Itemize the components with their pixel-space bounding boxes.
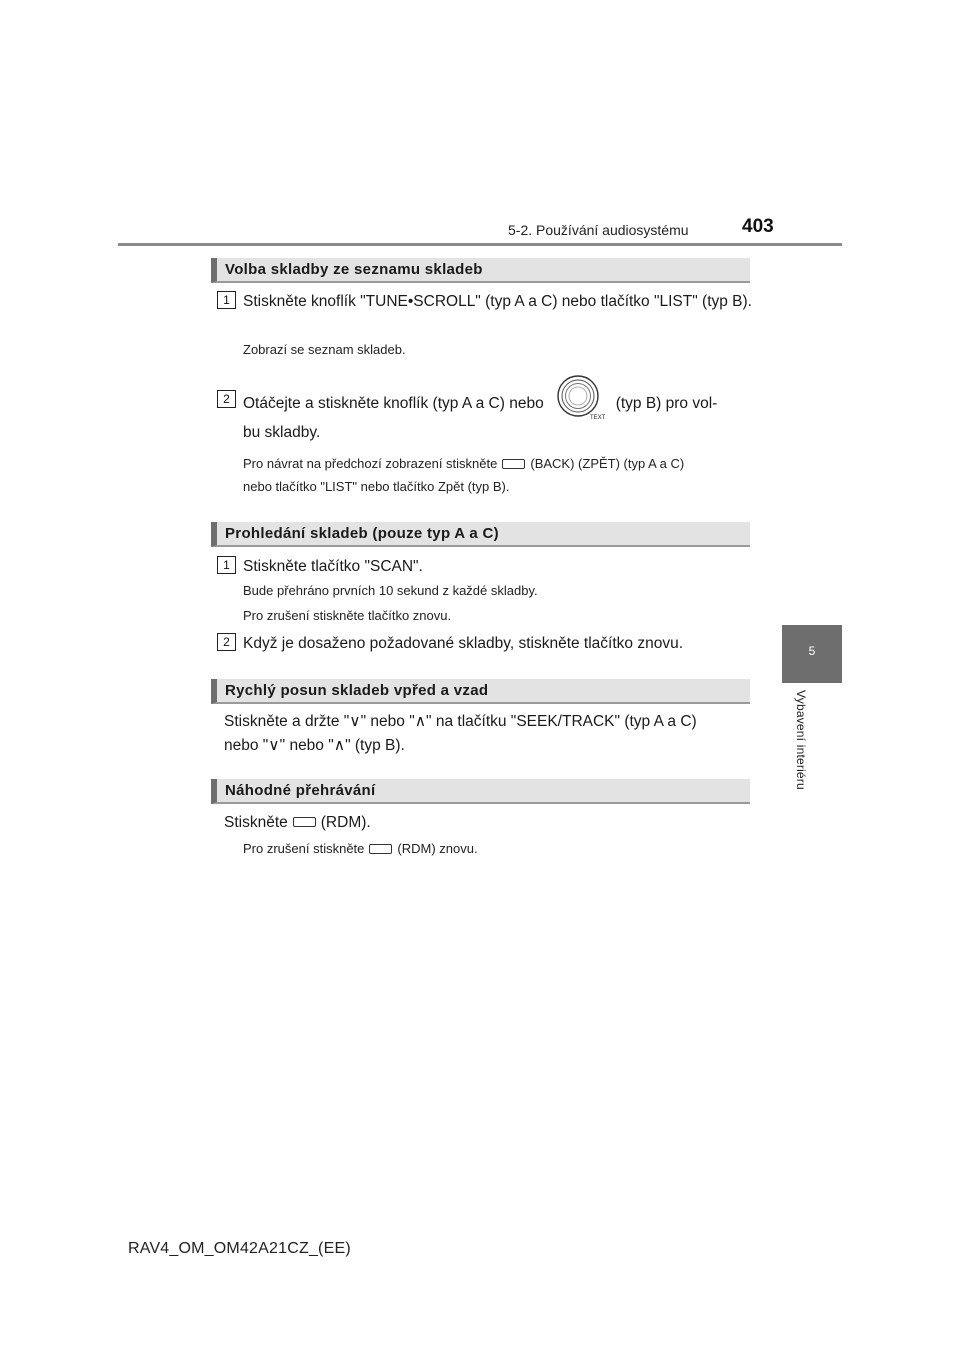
- note-before: Pro zrušení stiskněte: [243, 841, 365, 856]
- step-number: 2: [217, 390, 236, 408]
- note-before: Pro návrat na předchozí zobrazení stiskněte: [243, 456, 498, 471]
- step-text-before: Otáčejte a stiskněte knoflík (typ A a C) nebo: [243, 395, 544, 413]
- step-text-continued: bu skladby.: [243, 424, 321, 441]
- section-title: Volba skladby ze seznamu skladeb: [225, 261, 483, 278]
- note-line: [243, 839, 478, 859]
- body-text: Stiskněte a držte "∨" nebo "∧" na tlačítku "SEEK/TRACK" (typ A a C): [224, 713, 697, 730]
- text-after: (RDM).: [320, 814, 371, 831]
- knob-label: TEXT: [589, 415, 606, 421]
- page-number: 403: [742, 216, 774, 237]
- step-text: Stiskněte tlačítko "SCAN".: [243, 558, 423, 575]
- step-note: Zobrazí se seznam skladeb.: [243, 342, 406, 357]
- section-heading-scan: [211, 522, 750, 547]
- step-number: 1: [217, 291, 236, 309]
- section-heading-random: [211, 779, 750, 804]
- step-text-line: [243, 388, 763, 420]
- note-after: (BACK) (ZPĚT) (typ A a C): [530, 456, 685, 471]
- rdm-button-icon: [293, 817, 316, 827]
- step-number: 1: [217, 556, 236, 574]
- step-note-continued: nebo tlačítko "LIST" nebo tlačítko Zpět (typ B).: [243, 479, 510, 494]
- note-after: (RDM) znovu.: [397, 841, 478, 856]
- step-number: 2: [217, 633, 236, 651]
- step-note-line: [243, 454, 684, 474]
- document-code: RAV4_OM_OM42A21CZ_(EE): [128, 1240, 351, 1257]
- section-heading-track-list: [211, 258, 750, 283]
- chapter-label: Vybavení interiéru: [794, 690, 808, 790]
- section-heading-fast-seek: [211, 679, 750, 704]
- section-title: Náhodné přehrávání: [225, 782, 376, 799]
- step-note: Bude přehráno prvních 10 sekund z každé skladby.: [243, 583, 538, 598]
- tune-knob-icon: [556, 374, 606, 421]
- step-note: Pro zrušení stiskněte tlačítko znovu.: [243, 608, 452, 623]
- body-text-line: [224, 810, 371, 835]
- section-title: Prohledání skladeb (pouze typ A a C): [225, 525, 499, 542]
- back-button-icon: [502, 459, 525, 469]
- section-title: Rychlý posun skladeb vpřed a vzad: [225, 682, 489, 699]
- step-text: Stiskněte knoflík "TUNE•SCROLL" (typ A a C) nebo tlačítko "LIST" (typ B).: [243, 293, 752, 310]
- step-text: Když je dosaženo požadované skladby, stiskněte tlačítko znovu.: [243, 635, 684, 652]
- header-section-title: 5-2. Používání audiosystému: [508, 222, 689, 238]
- header-rule: [118, 243, 842, 246]
- text-before: Stiskněte: [224, 814, 288, 831]
- chapter-number: 5: [808, 644, 816, 658]
- rdm-button-icon: [369, 844, 392, 854]
- step-text-after: (typ B) pro vol-: [615, 395, 718, 413]
- body-text: nebo "∨" nebo "∧" (typ B).: [224, 737, 405, 754]
